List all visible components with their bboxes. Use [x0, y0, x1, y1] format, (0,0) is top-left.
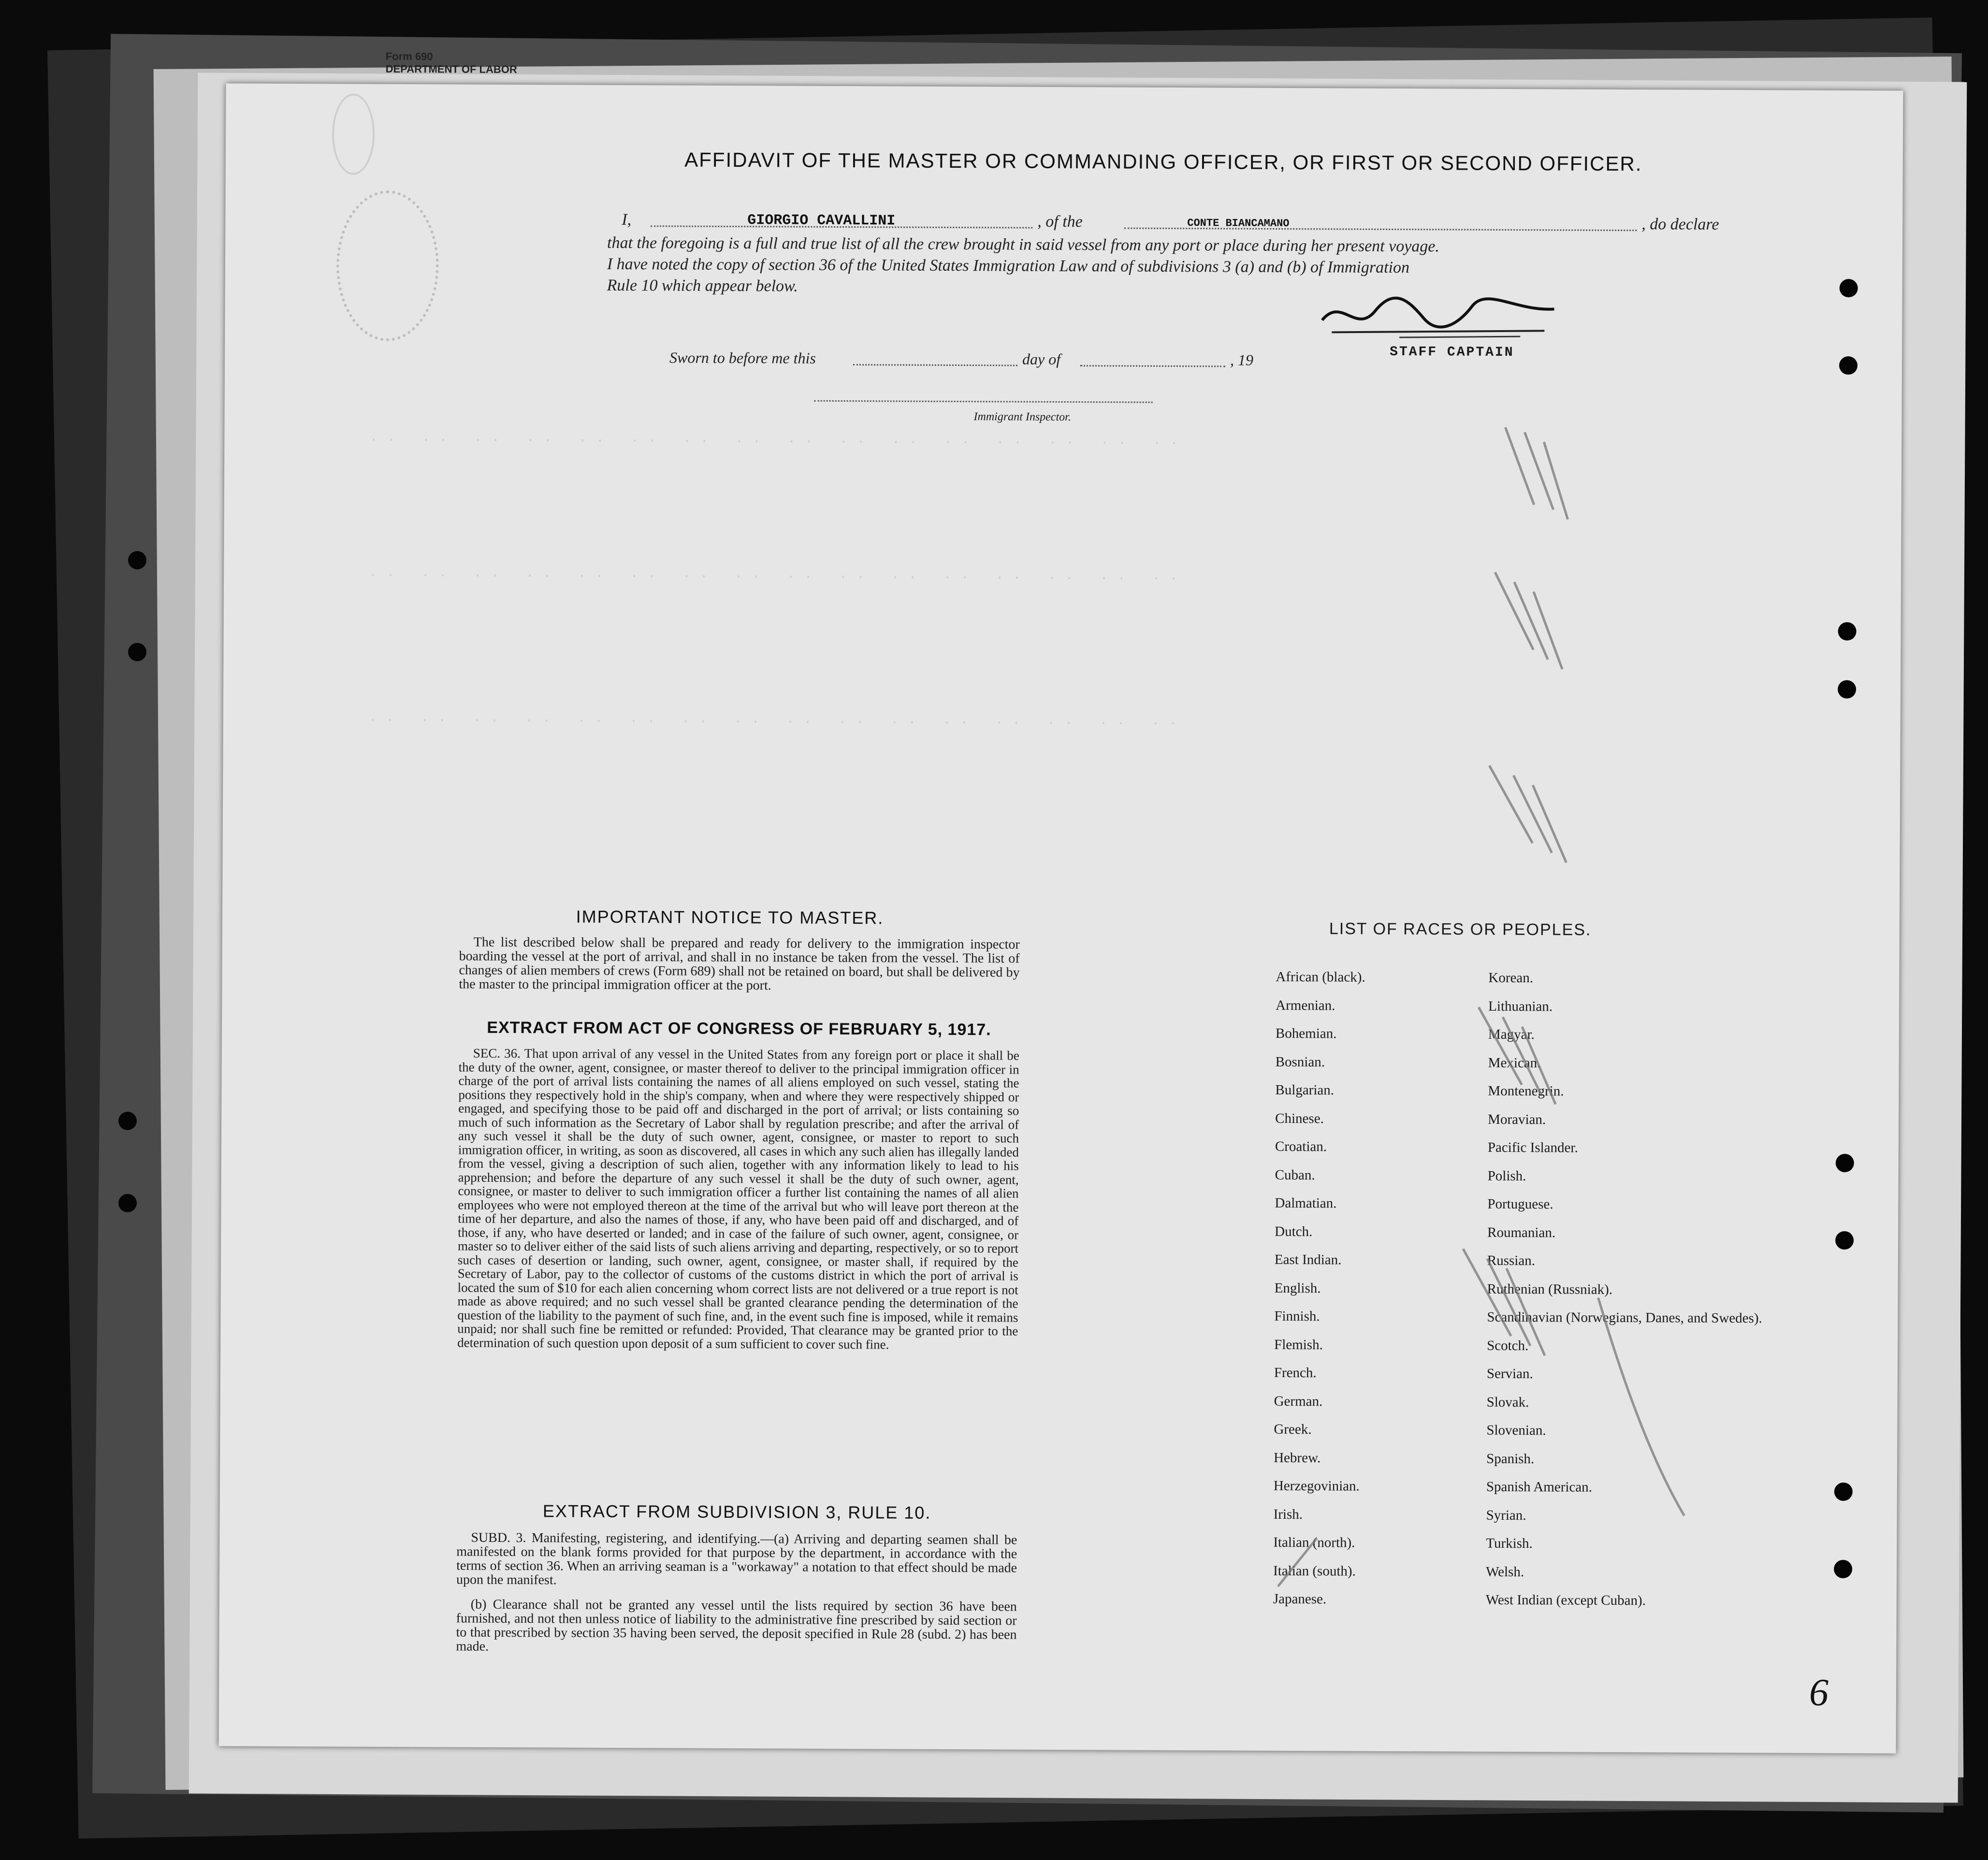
race-item: Dalmatian.: [1275, 1195, 1337, 1211]
extract-act-title: EXTRACT FROM ACT OF CONGRESS OF FEBRUARY 5, 1917.: [487, 1018, 991, 1039]
race-item: East Indian.: [1274, 1251, 1342, 1268]
binder-hole: [118, 1112, 137, 1130]
race-item: Herzegovinian.: [1273, 1478, 1360, 1494]
race-item: Irish.: [1273, 1506, 1303, 1522]
affidavit-line-2: that the foregoing is a full and true list of all the crew brought in said vessel from any port or place during her present voyage.: [607, 233, 1440, 256]
race-item: Cuban.: [1275, 1167, 1315, 1183]
faint-seal-top: [332, 93, 375, 174]
race-item: Montenegrin.: [1488, 1083, 1564, 1099]
race-item: Magyar.: [1488, 1026, 1535, 1043]
inspector-signature-line: [814, 400, 1153, 403]
race-item: Chinese.: [1275, 1110, 1324, 1126]
form-label: [386, 50, 517, 76]
affidavit-of-the: , of the: [1037, 212, 1083, 231]
ghost-row: ·· ·· ·· ·· ·· ·· ·· ·· ·· ·· ·· ·· ·· ·· ·· ··: [369, 567, 1187, 588]
race-item: Scotch.: [1487, 1337, 1529, 1353]
race-item: African (black).: [1276, 969, 1365, 985]
punch-hole: [1840, 279, 1858, 297]
extract-rule-text-b: (b) Clearance shall not be granted any vessel until the lists required by section 36 have been furnished, and not then unless notice of liability to the administrative fine prescribed by said section or to that prescribed by section 35 having been served, the deposit specified in Rule 28 (subd. 2) has been made.: [456, 1597, 1017, 1654]
race-item: Spanish American.: [1486, 1479, 1593, 1495]
punch-hole: [1836, 1154, 1854, 1172]
race-item: German.: [1274, 1393, 1323, 1409]
affidavit-line-3: I have noted the copy of section 36 of the United States Immigration Law and of subdivisions 3 (a) and (b) of Immigration: [607, 255, 1410, 277]
race-item: Armenian.: [1276, 997, 1335, 1013]
ghost-row: ·· ·· ·· ·· ·· ·· ·· ·· ·· ·· ·· ·· ·· ·· ·· ··: [369, 432, 1188, 452]
sworn-day-line: [853, 364, 1017, 366]
race-item: Scandinavian (Norwegians, Danes, and Swedes).: [1487, 1309, 1762, 1326]
race-item: Hebrew.: [1274, 1450, 1321, 1466]
page-number: 6: [1809, 1671, 1829, 1714]
binder-hole: [128, 551, 146, 569]
race-item: Japanese.: [1273, 1591, 1327, 1607]
race-item: Syrian.: [1486, 1507, 1526, 1523]
race-item: Roumanian.: [1487, 1224, 1556, 1240]
binder-hole: [128, 643, 146, 661]
punch-hole: [1835, 1231, 1854, 1250]
extract-rule-text-a: SUBD. 3. Manifesting, registering, and identifying.—(a) Arriving and departing seamen shall be manifested on the blank forms provided for that purpose by the department, in accordance with the terms of section 36. When an arriving seaman is a "workaway" a notation to that effect should be made upon the manifest.: [456, 1530, 1017, 1588]
races-column-1: [1273, 963, 1365, 1613]
year-label: , 19: [1230, 351, 1254, 369]
race-item: Mexican.: [1488, 1055, 1541, 1071]
punch-hole: [1839, 356, 1857, 375]
race-item: Pacific Islander.: [1487, 1139, 1578, 1156]
affidavit-line-4: Rule 10 which appear below.: [607, 276, 798, 295]
extract-act-text: SEC. 36. That upon arrival of any vessel in the United States from any foreign port or place it shall be the duty of the owner, agent, consignee, or master thereof to deliver to the principal immigration officer in charge of the port of arrival lists containing the names of all aliens employed on such vessel, stating the positions they respectively hold in the ship's company, when and where they were respectively shipped or engaged, and specifying those to be paid off and discharged in the port of arrival; or lists containing so much of such information as the Secretary of Labor shall by regulation prescribe; and after the arrival of any such vessel it shall be the duty of such owner, agent, consignee, or master to report to such immigration officer, in writing, as soon as discovered, all cases in which any such alien has illegally landed from the vessel, giving a description of such alien, together with any information likely to lead to his apprehension; and before the departure of any such vessel it shall be the duty of such owner, agent, consignee, or master to deliver to such immigration officer a further list containing the names of all alien employees who were not employed thereon at the time of the arrival but who will leave port thereon at the time of her departure, and also the names of those, if any, who have been paid off and discharged, and of those, if any, who have deserted or landed; and in case of the failure of such owner, agent, consignee, or master so to deliver either of the said lists of such aliens arriving and departing, respectively, or so to report such cases of desertion or landing, such owner, agent, consignee, or master shall, if required by the Secretary of Labor, pay to the collector of customs of the customs district in which the port of arrival is located the sum of $10 for each alien concerning whom correct lists are not delivered or a true report is not made as above required; and no such vessel shall be granted clearance pending the determination of the question of the liability to the payment of such fine, and, in the event such fine is imposed, while it remains unpaid; nor shall such fine be remitted or refunded: Provided, That clearance may be granted prior to the determination of such question upon deposit of a sum sufficient to cover such fine.: [457, 1046, 1019, 1351]
race-item: Flemish.: [1274, 1337, 1323, 1352]
extract-rule-title: EXTRACT FROM SUBDIVISION 3, RULE 10.: [542, 1501, 931, 1523]
race-item: Italian (north).: [1273, 1534, 1355, 1551]
officer-name: GIORGIO CAVALLINI: [747, 212, 896, 230]
form-number: Form 690: [385, 50, 433, 63]
race-item: Moravian.: [1488, 1111, 1546, 1127]
form-department: DEPARTMENT OF LABOR: [385, 62, 517, 76]
vessel-name: CONTE BIANCAMANO: [1187, 217, 1290, 230]
binder-hole: [118, 1194, 137, 1212]
race-item: Russian.: [1487, 1252, 1536, 1269]
signer-title: STAFF CAPTAIN: [1390, 344, 1514, 361]
month-line: [1080, 365, 1225, 367]
punch-hole: [1838, 622, 1857, 640]
race-item: Bohemian.: [1275, 1025, 1337, 1042]
race-item: English.: [1274, 1280, 1321, 1296]
sworn-label: Sworn to before me this: [669, 349, 816, 367]
punch-hole: [1834, 1482, 1853, 1501]
race-item: Turkish.: [1486, 1535, 1533, 1552]
race-item: Dutch.: [1275, 1223, 1313, 1239]
race-item: Slovenian.: [1486, 1422, 1546, 1439]
inspector-label: Immigrant Inspector.: [973, 410, 1071, 424]
race-item: Bulgarian.: [1275, 1082, 1335, 1098]
official-seal: [336, 190, 439, 341]
race-item: Welsh.: [1486, 1564, 1524, 1580]
race-item: Italian (south).: [1273, 1563, 1356, 1579]
race-item: Polish.: [1487, 1168, 1526, 1184]
race-item: Ruthenian (Russniak).: [1487, 1281, 1613, 1297]
race-item: Slovak.: [1486, 1394, 1529, 1410]
manifest-page: [219, 50, 1903, 1753]
race-item: Croatian.: [1275, 1138, 1327, 1155]
day-of-label: day of: [1022, 350, 1061, 368]
race-item: Korean.: [1488, 970, 1534, 986]
affidavit-title: AFFIDAVIT OF THE MASTER OR COMMANDING OFFICER, OR FIRST OR SECOND OFFICER.: [684, 148, 1642, 175]
ghost-row: ·· ·· ·· ·· ·· ·· ·· ·· ·· ·· ·· ·· ·· ·· ·· ··: [368, 712, 1186, 733]
notice-title: IMPORTANT NOTICE TO MASTER.: [576, 906, 884, 928]
race-item: Greek.: [1274, 1421, 1312, 1438]
race-item: Lithuanian.: [1488, 998, 1553, 1014]
notice-text: The list described below shall be prepared and ready for delivery to the immigration inspector boarding the vessel at the port of arrival, and shall in no instance be taken from the vessel. The list of changes of alien members of crews (Form 689) shall not be retained on board, but shall be delivered by the master to the principal immigration officer at the port.: [459, 934, 1020, 993]
race-item: Finnish.: [1274, 1308, 1320, 1324]
race-item: West Indian (except Cuban).: [1485, 1592, 1646, 1609]
punch-hole: [1834, 1560, 1852, 1578]
affidavit-i: I,: [622, 211, 632, 229]
races-title: LIST OF RACES OR PEOPLES.: [1329, 919, 1592, 939]
race-item: Bosnian.: [1275, 1054, 1325, 1070]
signature: [1312, 291, 1564, 345]
race-item: Servian.: [1486, 1366, 1533, 1382]
punch-hole: [1838, 680, 1856, 698]
races-column-2: [1486, 964, 1764, 1615]
affidavit-do-declare: , do declare: [1641, 215, 1719, 233]
race-item: Spanish.: [1486, 1451, 1535, 1467]
race-item: Portuguese.: [1487, 1196, 1553, 1212]
race-item: French.: [1274, 1365, 1317, 1381]
